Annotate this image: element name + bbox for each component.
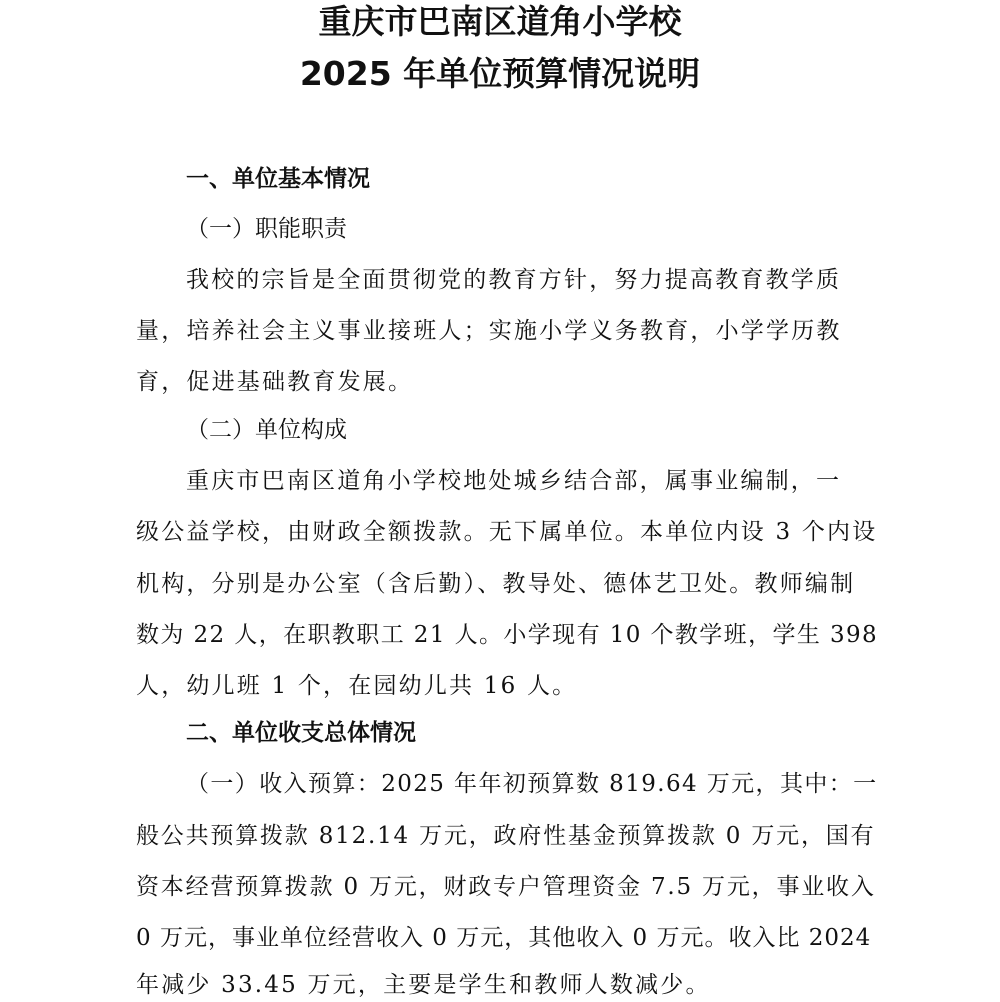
- paragraph-line: （一）收入预算：2025 年年初预算数 819.64 万元，其中：一: [186, 771, 878, 797]
- subsection-1-1-heading: （一）职能职责: [186, 216, 347, 242]
- paragraph-line: 育，促进基础教育发展。: [136, 369, 414, 395]
- paragraph-line: 机构，分别是办公室（含后勤）、教导处、德体艺卫处。教师编制: [136, 571, 856, 597]
- paragraph-line: 人，幼儿班 1 个，在园幼儿共 16 人。: [136, 673, 578, 699]
- paragraph-line: 重庆市巴南区道角小学校地处城乡结合部，属事业编制，一: [186, 468, 842, 494]
- section-1-heading: 一、单位基本情况: [186, 166, 370, 192]
- section-2-heading: 二、单位收支总体情况: [186, 720, 416, 746]
- paragraph-line: 般公共预算拨款 812.14 万元，政府性基金预算拨款 0 万元，国有: [136, 823, 876, 849]
- paragraph-line: 我校的宗旨是全面贯彻党的教育方针，努力提高教育教学质: [186, 267, 842, 293]
- paragraph-line: 数为 22 人，在职教职工 21 人。小学现有 10 个教学班，学生 398: [136, 622, 879, 648]
- paragraph-line: 资本经营预算拨款 0 万元，财政专户管理资金 7.5 万元，事业收入: [136, 874, 876, 900]
- document-title-line-1: 重庆市巴南区道角小学校: [318, 2, 682, 41]
- document-title-line-2: 2025 年单位预算情况说明: [299, 54, 701, 93]
- paragraph-line: 年减少 33.45 万元，主要是学生和教师人数减少。: [136, 972, 711, 998]
- subsection-1-2-heading: （二）单位构成: [186, 417, 347, 443]
- paragraph-line: 量，培养社会主义事业接班人；实施小学义务教育，小学学历教: [136, 318, 842, 344]
- paragraph-line: 0 万元，事业单位经营收入 0 万元，其他收入 0 万元。收入比 2024: [136, 925, 872, 951]
- paragraph-line: 级公益学校，由财政全额拨款。无下属单位。本单位内设 3 个内设: [136, 519, 878, 545]
